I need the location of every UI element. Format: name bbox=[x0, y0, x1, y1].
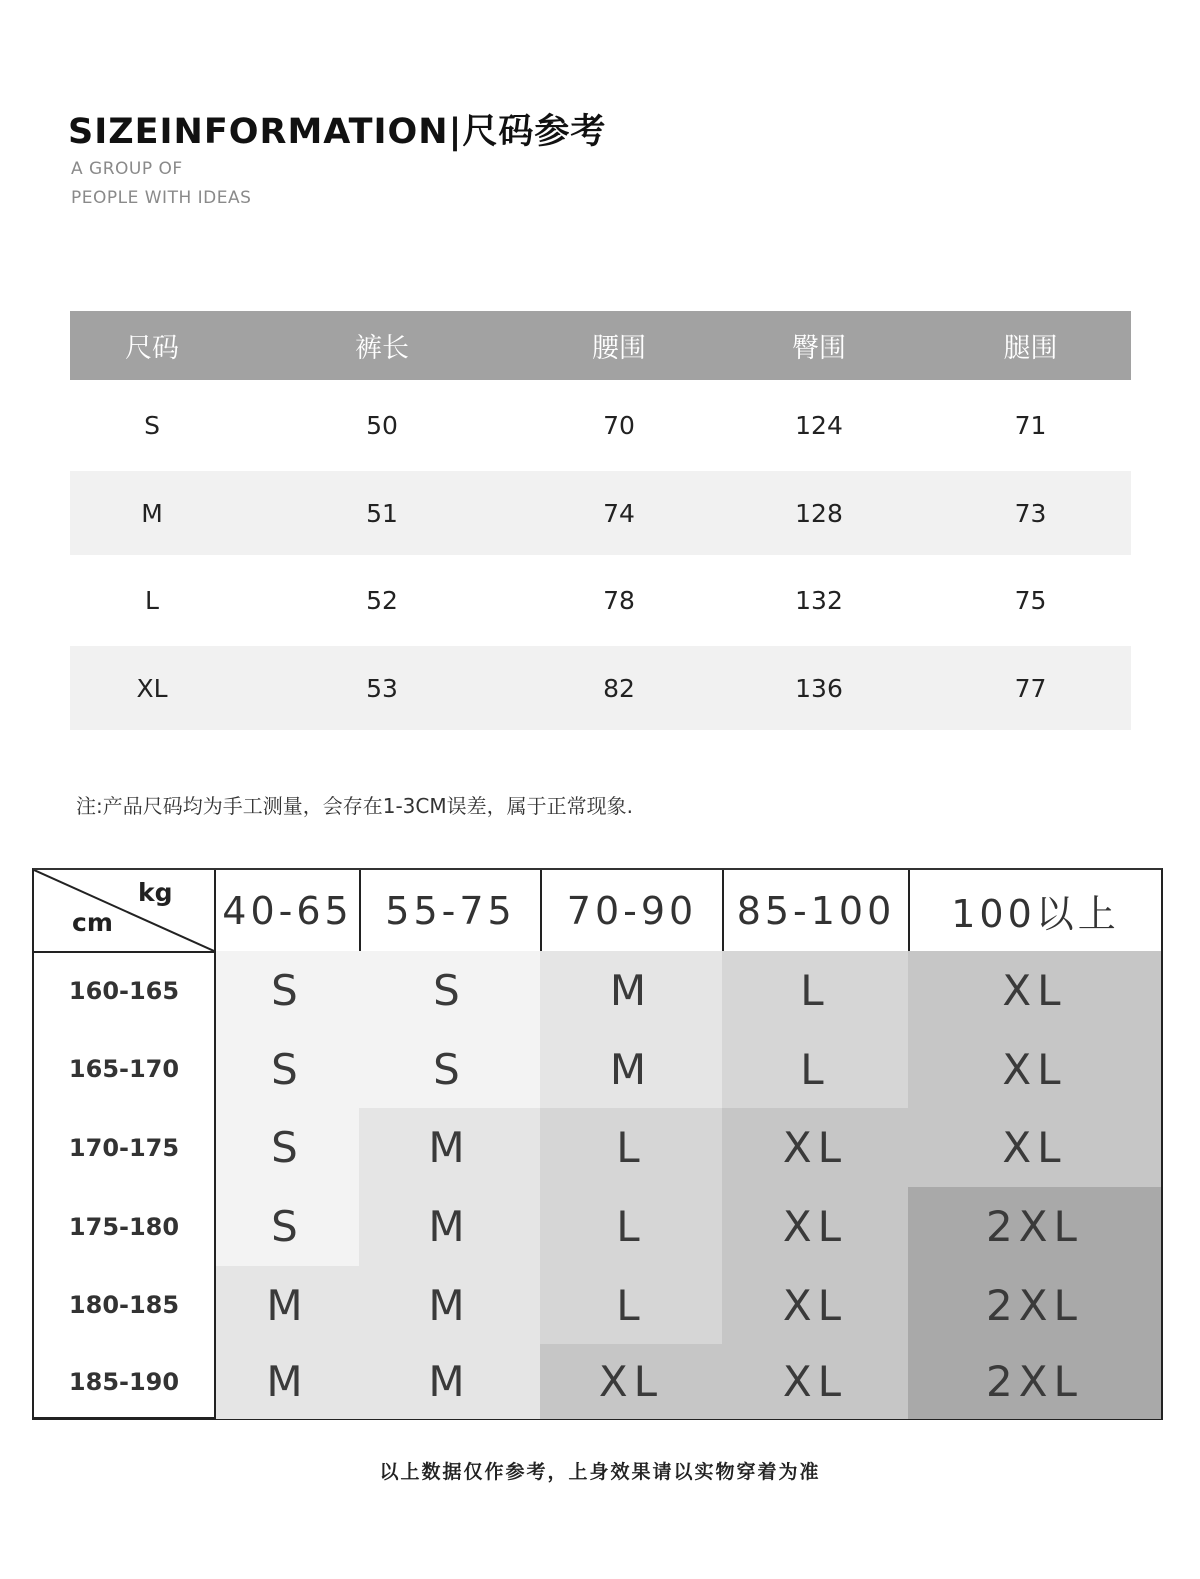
table-cell: M bbox=[141, 498, 163, 528]
size-cell: L bbox=[722, 1030, 908, 1108]
size-cell: M bbox=[540, 1030, 722, 1108]
weight-header: 70-90 bbox=[540, 870, 722, 951]
size-cell: 2XL bbox=[908, 1344, 1161, 1419]
size-cell: M bbox=[540, 951, 722, 1030]
height-label: 185-190 bbox=[68, 1367, 180, 1396]
table-cell: 124 bbox=[795, 411, 843, 440]
table-cell: 71 bbox=[1014, 411, 1047, 440]
subtitle-line-1: A GROUP OF bbox=[71, 159, 183, 179]
size-table bbox=[70, 311, 1131, 730]
col-header-hip: 臀围 bbox=[792, 333, 846, 364]
grid-header bbox=[34, 870, 1161, 953]
size-cell: S bbox=[359, 1030, 540, 1108]
size-cell: S bbox=[216, 951, 359, 1030]
table-cell: 75 bbox=[1014, 586, 1047, 615]
table-row bbox=[70, 646, 1131, 730]
table-cell: 70 bbox=[603, 411, 635, 440]
weight-header: 85-100 bbox=[722, 870, 908, 951]
table-cell: 132 bbox=[795, 586, 843, 615]
table-cell: 74 bbox=[603, 498, 635, 528]
size-cell: S bbox=[216, 1187, 359, 1266]
corner-kg-label: kg bbox=[138, 878, 173, 907]
size-cell: XL bbox=[722, 1266, 908, 1344]
size-cell: XL bbox=[722, 1108, 908, 1187]
table-cell: 82 bbox=[603, 673, 635, 703]
size-cell: S bbox=[359, 951, 540, 1030]
size-cell: XL bbox=[908, 1030, 1161, 1108]
size-cell: 2XL bbox=[908, 1266, 1161, 1344]
size-cell: M bbox=[359, 1187, 540, 1266]
size-cell: S bbox=[216, 1030, 359, 1108]
table-row bbox=[70, 471, 1131, 555]
corner-cm-label: cm bbox=[72, 908, 113, 937]
subtitle-line-2: PEOPLE WITH IDEAS bbox=[71, 188, 252, 208]
size-cell: XL bbox=[722, 1344, 908, 1419]
size-cell: L bbox=[540, 1187, 722, 1266]
weight-header: 55-75 bbox=[359, 870, 540, 951]
size-cell: S bbox=[216, 1108, 359, 1187]
size-cell: M bbox=[359, 1108, 540, 1187]
size-cell: XL bbox=[908, 951, 1161, 1030]
size-recommendation-grid bbox=[32, 868, 1163, 1420]
size-cell: 2XL bbox=[908, 1187, 1161, 1266]
weight-header: 40-65 bbox=[214, 870, 359, 951]
size-cell: L bbox=[540, 1108, 722, 1187]
size-cell: M bbox=[359, 1344, 540, 1419]
table-cell: XL bbox=[136, 673, 168, 703]
col-header-waist: 腰围 bbox=[592, 333, 646, 364]
corner-diagonal bbox=[34, 870, 214, 951]
height-label: 180-185 bbox=[68, 1291, 180, 1319]
table-cell: S bbox=[144, 411, 160, 440]
table-cell: 128 bbox=[795, 498, 843, 528]
height-label: 160-165 bbox=[68, 976, 180, 1005]
size-cell: M bbox=[216, 1344, 359, 1419]
table-cell: 53 bbox=[366, 673, 398, 703]
col-header-thigh: 腿围 bbox=[1003, 333, 1058, 364]
col-header-size: 尺码 bbox=[125, 333, 179, 364]
table-cell: 73 bbox=[1014, 498, 1047, 528]
corner-cell bbox=[34, 870, 214, 951]
table-cell: 52 bbox=[366, 586, 398, 615]
page-title: SIZEINFORMATION|尺码参考 bbox=[68, 112, 607, 152]
size-table-header bbox=[70, 311, 1131, 380]
table-cell: 78 bbox=[603, 586, 635, 615]
grid-divider bbox=[214, 951, 216, 1419]
size-cell: M bbox=[216, 1266, 359, 1344]
height-label: 170-175 bbox=[68, 1133, 180, 1162]
height-label: 165-170 bbox=[68, 1055, 180, 1083]
height-label: 175-180 bbox=[68, 1212, 180, 1241]
table-cell: 136 bbox=[795, 673, 843, 703]
footer-note: 以上数据仅作参考，上身效果请以实物穿着为准 bbox=[379, 1461, 821, 1483]
table-cell: 77 bbox=[1014, 673, 1047, 703]
size-cell: L bbox=[722, 951, 908, 1030]
size-cell: XL bbox=[908, 1108, 1161, 1187]
table-row bbox=[70, 555, 1131, 646]
size-cell: XL bbox=[722, 1187, 908, 1266]
size-cell: M bbox=[359, 1266, 540, 1344]
table-cell: 51 bbox=[366, 498, 398, 528]
measurement-note: 注:产品尺码均为手工测量，会存在1-3CM误差，属于正常现象. bbox=[76, 794, 633, 818]
size-cell: XL bbox=[540, 1344, 722, 1419]
table-cell: L bbox=[145, 586, 159, 615]
table-cell: 50 bbox=[366, 411, 398, 440]
table-row bbox=[70, 380, 1131, 471]
size-cell: L bbox=[540, 1266, 722, 1344]
col-header-length: 裤长 bbox=[355, 333, 409, 364]
weight-header: 100以上 bbox=[908, 870, 1161, 951]
